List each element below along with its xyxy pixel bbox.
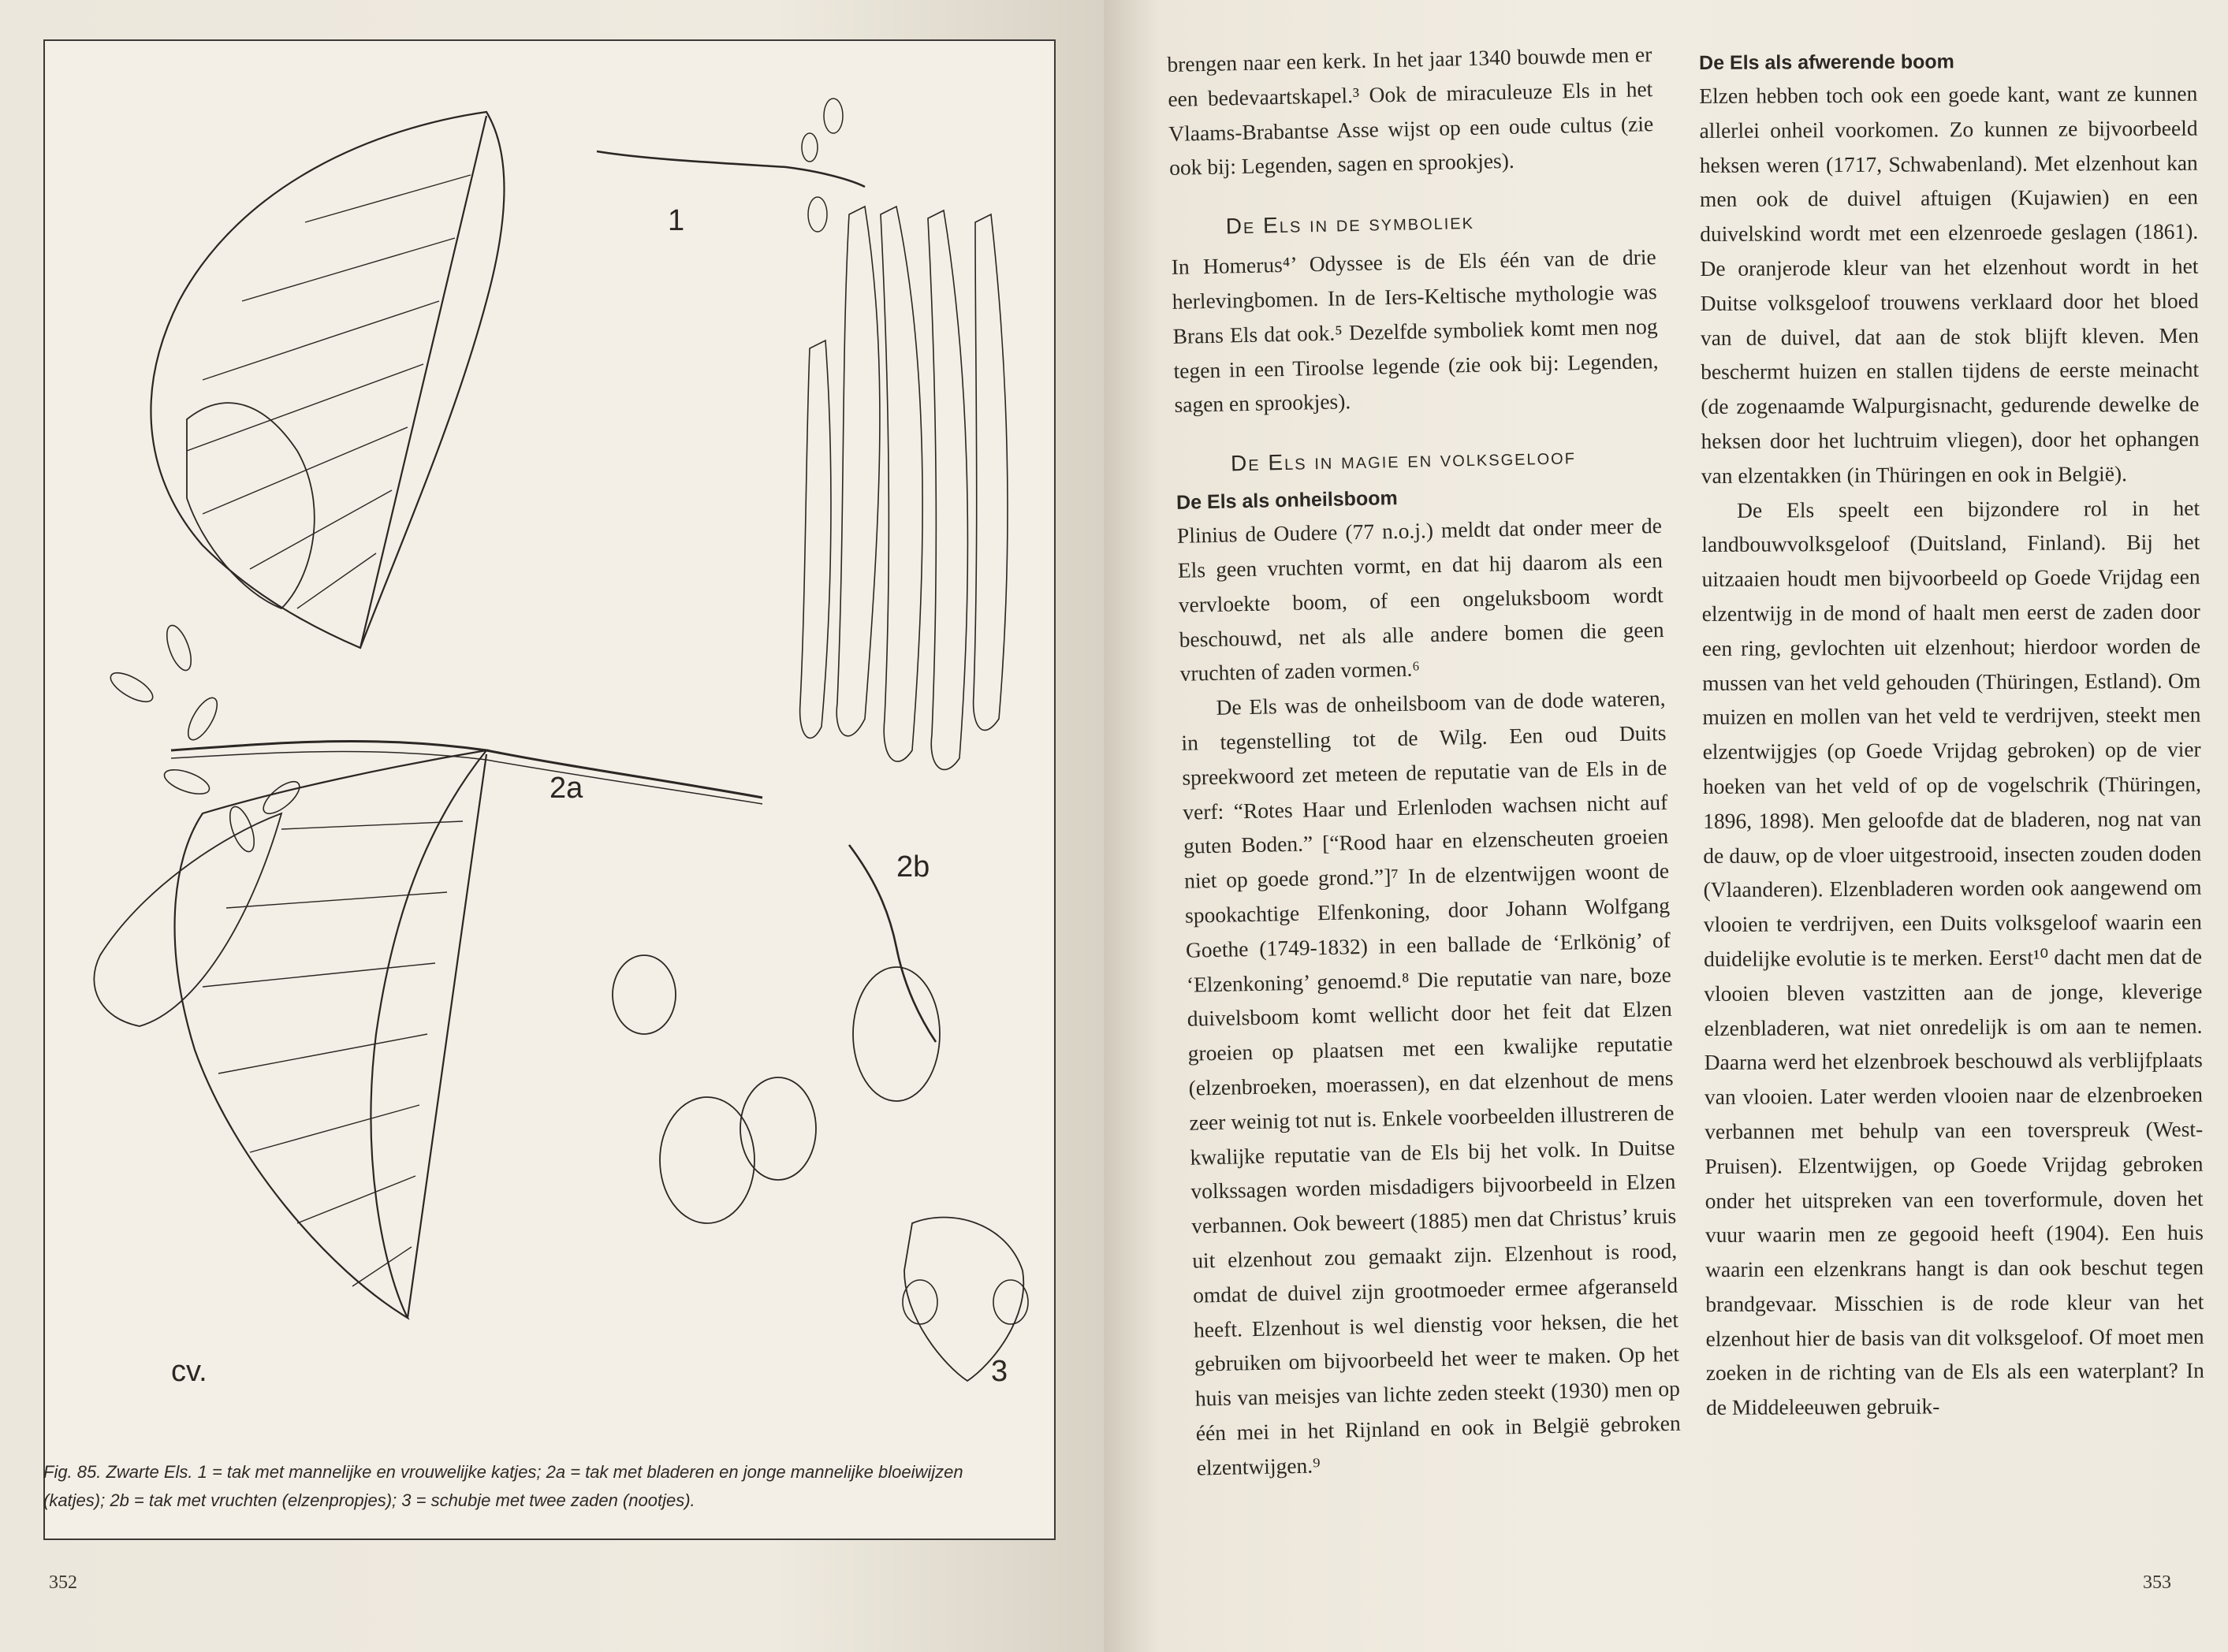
label-2a: 2a bbox=[550, 772, 583, 805]
onheilsboom-paragraph-2: De Els was de onheilsboom van de dode wateren, in tegenstelling tot de Wilg. Een oud Duits spreekwoord zet meteen de reputatie van de Els in de verf: “Rotes Haar und Erlenloden wachsen nicht auf guten Boden.” [“Rood haar en elzenscheuten groeien niet op goede grond.”]⁷ In de elzentwijgen woont de spookachtige Elfenkoning, door Johann Wolfgang Goethe (1749-1832) in een ballade de ‘Erlkönig’ of ‘Elzenkoning’ genoemd.⁸ Die reputatie van nare, boze duivelsboom komt wellicht door het feit dat Elzen groeien op plaatsen met een kwalijke reputatie (elzenbroeken, moerassen), en dat elzenhout de mens zeer weinig tot nut is. Enkele voorbeelden illustreren de kwalijke reputatie van de Els bij het volk. In Duitse volkssagen worden misdadigers bijvoorbeeld in Elzen verbannen. Ook beweert (1885) men dat Christus’ kruis uit elzenhout zou gemaakt zijn. Elzenhout is rood, omdat de duivel zijn grootmoeder ermee afgeranseld heeft. Elzenhout is wel dienstig voor heksen, die het gebruiken om bijvoorbeeld het weer te maken. Op het huis van meisjes van lichte zeden steekt (1930) men op één mei in het Rijnland en ook in België gebroken elzentwijgen.⁹ bbox=[1181, 686, 1682, 1480]
text-column-1 bbox=[1167, 37, 1682, 1485]
page-number-left: 352 bbox=[49, 1572, 77, 1593]
figure-caption: Fig. 85. Zwarte Els. 1 = tak met mannelijke en vrouwelijke katjes; 2a = tak met bladeren en jonge mannelijke bloeiwijzen (katjes); 2b = tak met vruchten (elzenpropjes); 3 = schubje met twee zaden (nootjes). bbox=[43, 1462, 963, 1510]
branch-1 bbox=[597, 151, 865, 187]
catkin-3 bbox=[928, 210, 967, 769]
label-2b: 2b bbox=[896, 850, 930, 884]
page-number-right: 353 bbox=[2143, 1572, 2171, 1593]
label-cv: cv. bbox=[171, 1355, 207, 1388]
leaf-mid bbox=[187, 403, 315, 608]
section-title-magie: De Els in magie en volksgeloof bbox=[1230, 444, 1577, 476]
alder-drawing bbox=[45, 41, 1054, 1483]
alder-cones bbox=[613, 955, 940, 1223]
intro-paragraph: brengen naar een kerk. In het jaar 1340 bouwde men er een bedevaartskapel.³ Ook de miraculeuze Els in het Vlaams-Brabantse Asse wijst op een oude cultus (zie ook bij: Legenden, sagen en sprookjes). bbox=[1167, 42, 1654, 180]
branch-2a bbox=[171, 741, 762, 798]
subsection-title-onheilsboom: De Els als onheilsboom bbox=[1175, 487, 1398, 515]
left-page bbox=[0, 0, 1104, 1652]
text-column-2 bbox=[1699, 45, 2204, 1425]
leaf-bottom-large bbox=[175, 750, 486, 1318]
section-title-symboliek: De Els in de symboliek bbox=[1225, 209, 1475, 239]
label-1: 1 bbox=[668, 204, 685, 237]
right-page bbox=[1104, 0, 2228, 1652]
catkin-2 bbox=[881, 206, 922, 761]
catkin-1 bbox=[836, 206, 880, 736]
catkin-4 bbox=[974, 214, 1008, 730]
catkin-5 bbox=[800, 340, 831, 738]
symboliek-paragraph: In Homerus⁴’ Odyssee is de Els één van de drie herlevingbomen. In de Iers-Keltische mythologie was Brans Els dat ook.⁵ Dezelfde symboliek komt men nog tegen in een Tiroolse legende (zie ook bij: Legenden, sagen en sprookjes). bbox=[1171, 244, 1659, 418]
subsection-title-afwerende: De Els als afwerende boom bbox=[1699, 50, 1954, 74]
afwerende-paragraph-1: Elzen hebben toch ook een goede kant, want ze kunnen allerlei onheil voorkomen. Zo kunnen ze bijvoorbeeld heksen weren (1717, Schwabenland). Met elzenhout kan men ook de duivel aftuigen (Kujawien) en een duivelskind wordt met een elzenroede geslagen (1861). De oranjerode kleur van het elzenhout wordt in het Duitse volksgeloof trouwens verklaard door het bloed van de duivel, dat aan de stok blijft kleven. Men beschermt huizen en stallen tijdens de eerste meinacht (de zogenaamde Walpurgisnacht, gedurende dewelke de heksen door het luchtruim vliegen), door het ophangen van elzentakken (in Thüringen en ook in België). bbox=[1699, 80, 2200, 488]
botanical-illustration bbox=[43, 39, 1056, 1540]
label-3: 3 bbox=[991, 1355, 1008, 1388]
afwerende-paragraph-2: De Els speelt een bijzondere rol in het landbouwvolksgeloof (Duitsland, Finland). Bij het uitzaaien houdt men bijvoorbeeld op Goede Vrijdag een elzentwijg in de mond of haalt men eerst de zaden door een ring, gevlochten uit elzenhout; hierdoor worden de mussen van het veld gehouden (Thüringen, Estland). Om muizen en mollen van het veld te verdrijven, steekt men elzentwijgjes (op Goede Vrijdag gebroken) op de vier hoeken van het veld of op de vogelschrik (Thüringen, 1896, 1898). Men geloofde dat de bladeren, nog nat van de dauw, op de vloer uitgestrooid, insecten zouden doden (Vlaanderen). Elzenbladeren worden ook aangewend om vlooien te verdrijven, een Duits volksgeloof waarin een duidelijke evolutie is te merken. Eerst¹⁰ dacht men dat de vlooien bleven vastzitten aan de jonge, kleverige elzenbladeren, wat niet onredelijk is om aan te nemen. Daarna werd het elzenbroek beschouwd als verblijfplaats van vlooien. Later werden vlooien naar de elzenbroeken verbannen met behulp van een toverspreuk (West-Pruisen). Elzentwijgen, op Goede Vrijdag gebroken onder het uitspreken van een toverformule, doven het vuur waarin men ze gegooid heeft (1904). Een huis waarin een elzenkrans hangt is dan ook beschut tegen brandgevaar. Misschien is de rode kleur van het elzenhout hier de basis van dit volksgeloof. Of moet men zoeken in de richting van de Els als een waterplant? In de Middeleeuwen gebruik- bbox=[1701, 495, 2204, 1420]
onheilsboom-paragraph-1: Plinius de Oudere (77 n.o.j.) meldt dat onder meer de Els geen vruchten vormt, en dat hij daarom als een vervloekte boom, of een ongeluksboom wordt beschouwd, net als alle andere bomen die geen vruchten of zaden vormen.⁶ bbox=[1176, 513, 1664, 686]
